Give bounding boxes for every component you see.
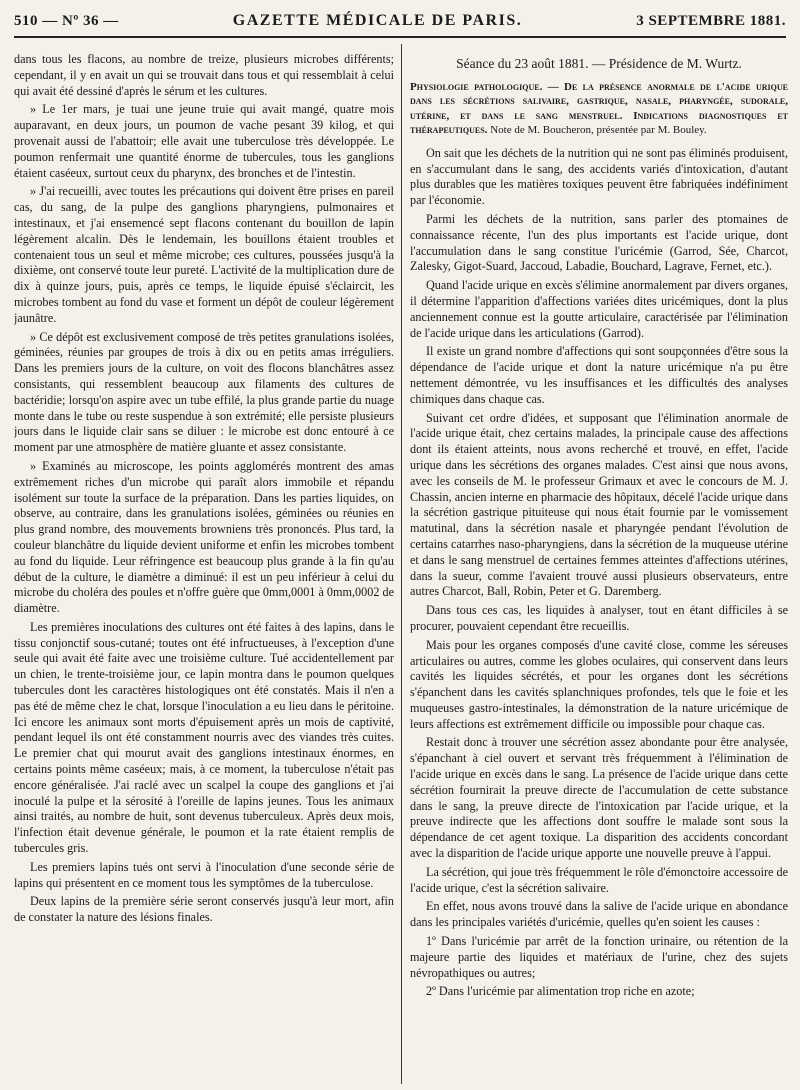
paragraph: Parmi les déchets de la nutrition, sans parler des ptomaines de connaissance récente, l'un des plus importants est l'acide urique, dont l'accumulation dans le sang constitue l'uricémie (Garrod, Sée, Charcot, Zalesky, Gigot-Suard, Jaccoud, Labadie, Bouchard, Lagrave, Fernet, etc.). bbox=[410, 211, 788, 274]
paragraph: » J'ai recueilli, avec toutes les précautions qui doivent être prises en pareil cas, du sang, de la pulpe des ganglions pharyngiens, pulmonaires et intestinaux, et j'ai ensemencé sept flacons contenant du bouillon de lapin légèrement alcalin. Dès le lendemain, les bouillons étaient troubles et contenaient tous un seul et même microbe; ces cultures, poussées jusqu'à la dixième, ont conservé toute leur pureté. L'activité de la multiplication dure de dix à quinze jours, puis, après ce temps, le liquide épuisé s'éclaircit, les microbes tombent au fond du vase et forment un dépôt de couleur légèrement jaunâtre. bbox=[14, 184, 394, 325]
article-title bbox=[410, 80, 788, 138]
paragraph: 2º Dans l'uricémie par alimentation trop riche en azote; bbox=[426, 984, 695, 999]
paragraph: En effet, nous avons trouvé dans la salive de l'acide urique en abondance dans les principales variétés d'uricémie, quelles qu'en soient les causes : bbox=[410, 899, 788, 930]
paragraph: On sait que les déchets de la nutrition qui ne sont pas éliminés produisent, en s'accumulant dans le sang, des accidents variés d'intoxication, d'autant plus durables que les matières toxiques peuvent être fabriquées indéfiniment par l'économie. bbox=[410, 145, 788, 208]
paragraph: Dans tous ces cas, les liquides à analyser, tout en étant difficiles à se procurer, pouvaient cependant être recueillis. bbox=[410, 603, 788, 633]
paragraph: Mais pour les organes composés d'une cavité close, comme les séreuses articulaires ou autres, comme les globes oculaires, qui conservent dans leurs cavités les liquides sécrétés, et pour les organes dont les sécrétions s'épanchent dans les cavités splanchniques profondes, tels que le foie et les muqueuses gastro-intestinales, la démonstration de la nature uricémique de leurs affections est extrêmement difficile ou impossible pour chaque cas. bbox=[410, 637, 788, 731]
paragraph: Quand l'acide urique en excès s'élimine anormalement par divers organes, il détermine l'apparition d'affections variées dites uricémiques, dont la plus anciennement connue est la goutte articulaire, caractérisée par l'élimination de l'acide urique dans les articulations (Garrod). bbox=[410, 278, 788, 340]
page-header bbox=[14, 6, 786, 38]
paragraph: Il existe un grand nombre d'affections qui sont soupçonnées d'être sous la dépendance de l'acide urique et dont la nature uricémique n'a pu être nettement démontrée, vu les insuffisances et les difficultés des analyses chimiques dans chaque cas. bbox=[410, 344, 788, 406]
column-divider bbox=[401, 44, 402, 1084]
right-column bbox=[410, 52, 788, 1086]
paragraph: » Le 1er mars, je tuai une jeune truie qui avait mangé, quatre mois auparavant, en deux jours, un poumon de vache pesant 39 kilog, et qui provenait aussi de l'abattoir; elle avait une tuberculose très développée. Le poumon renfermait une quantité énorme de tubercules, tous les ganglions étaient caséeux, surtout ceux du pharynx, des bronches et de l'intestin. bbox=[14, 102, 394, 180]
paragraph: Deux lapins de la première série seront conservés jusqu'à leur mort, afin de constater la nature des lésions finales. bbox=[14, 894, 394, 925]
paragraph: Les premiers lapins tués ont servi à l'inoculation d'une seconde série de lapins qui présentent en ce moment tous les symptômes de la tuberculose. bbox=[14, 859, 394, 890]
paragraph: Les premières inoculations des cultures ont été faites à des lapins, dans le tissu conjonctif sous-cutané; toutes ont été infructueuses, à l'exception d'une seule qui avait été faite avec une troisième culture. Tué accidentellement par un chien, le trente-troisième jour, ce lapin montra dans le poumon quelques tubercules dont les caractères histologiques ont été constatés. Mais il n'en a pas été de même chez le chat, lorsque l'inoculation a eu lieu dans le péritoine. Ici encore les animaux sont morts d'épuisement après un mois de captivité, pendant lequel ils ont été constamment nourris avec des viandes très cuites. Le premier chat qui mourut avait des ganglions intestinaux énormes, en certains points même caséeux; mais, à ce moment, la tuberculose n'était pas encore généralisée. J'ai raclé avec un scalpel la coupe des ganglions et j'ai inoculé la pulpe et la sérosité à l'oreille de lapins jeunes. Tous les animaux ainsi traités, au nombre de huit, sont devenus tuberculeux. Après deux mois, l'infection était devenue générale, le poumon et la rate étaient remplis de tubercules gris. bbox=[14, 619, 394, 856]
paragraph: La sécrétion, qui joue très fréquemment le rôle d'émonctoire accessoire de l'acide urique, c'est la sécrétion salivaire. bbox=[410, 864, 788, 895]
paragraph: 1º Dans l'uricémie par arrêt de la fonction urinaire, ou rétention de la majeure partie des liquides et matériaux de l'urine, chez des sujets névropathiques ou autres; bbox=[410, 934, 788, 980]
paragraph: dans tous les flacons, au nombre de treize, plusieurs microbes différents; cependant, il y en avait un qui se trouvait dans tous et qui ressemblait à celui qui avait été dessiné d'après le sérum et les cultures. bbox=[14, 52, 394, 98]
left-column bbox=[14, 52, 394, 1086]
article-author-note: Note de M. Boucheron, présentée par M. Bouley. bbox=[487, 124, 707, 137]
journal-title: GAZETTE MÉDICALE DE PARIS. bbox=[232, 12, 523, 29]
issue-date: 3 SEPTEMBRE 1881. bbox=[636, 12, 786, 29]
paragraph: Restait donc à trouver une sécrétion assez abondante pour être analysée, s'épanchant à ciel ouvert et servant très fréquemment à l'élimination de l'acide urique en excès dans le sang. La présence de l'acide urique dans cette sécrétion fournirait la preuve directe de l'accumulation de cette substance dans le sang, la preuve directe de l'intoxication par l'acide urique, et la preuve indirecte que les affections dont souffre le malade sont sous la dépendance de cet agent toxique. La disparition des accidents concordant avec la disparition de l'acide urique apporte une nouvelle preuve à l'appui. bbox=[410, 735, 788, 861]
paragraph: » Examinés au microscope, les points agglomérés montrent des amas extrêmement riches d'un microbe qui paraît alors immobile et répandu isolément sur toute la surface de la préparation. Dans les parties liquides, on observe, au contraire, dans les granulations isolées, géminées ou réunies en plus grand nombre, des mouvements browniens très prononcés. Plus tard, la couleur blanchâtre du liquide devient uniforme et enfin les microbes tombent au fond du liquide. Leur réfringence est beaucoup plus grande à la fin qu'au début de la culture, le diamètre a diminué: il est un peu inférieur à celui du microbe du choléra des poules et n'offre guère que 0mm,0001 à 0mm,0002 de diamètre. bbox=[14, 458, 394, 616]
paragraph: » Ce dépôt est exclusivement composé de très petites granulations isolées, géminées, réunies par groupes de trois à dix ou en petits amas irréguliers. Dans les premiers jours de la culture, on voit des flocons blanchâtres assez consistants, qui ressemblent beaucoup aux filaments des cultures de bactéridie; lorsqu'on aspire avec un tube effilé, la plus grande partie du nuage monte dans le tube ou reste suspendue à son extrémité; elle persiste plusieurs jours dans le liquide clair sans se diluer : le microbe est donc entouré à ce moment par une atmosphère de matière gluante et assez consistante. bbox=[14, 329, 394, 455]
article-title-caps: Physiologie pathologique. — De la présence anormale de l'acide urique dans les sécrétions salivaire, gastrique, nasale, pharyngée, sudorale, utérine, et dans le sang menstruel. Indications diagnostiques et thérapeutiques. bbox=[410, 80, 788, 137]
page-number: 510 — Nº 36 — bbox=[14, 12, 119, 29]
paragraph: Suivant cet ordre d'idées, et supposant que l'élimination anormale de l'acide urique était, chez certains malades, la principale cause des affections dont ils étaient atteints, nous avons recherché et trouvé, en effet, l'acide urique dans les sécrétions des organes malades. C'est ainsi que nous avons, avec les conseils de M. le professeur Grimaux et avec le concours de M. J. Chassin, ancien interne en pharmacie des hôpitaux, décelé l'acide urique dans la sécrétion gastrique pituiteuse qui nous était fournie par le vomissement matutinal, dans la sécrétion nasale et pharyngée pendant l'évolution de certains catarrhes naso-pharyngiens, dans la sécrétion de la muqueuse utérine et dans le sang menstruel de certaines femmes atteintes d'affections utérines, dans la sueur, comme l'avaient trouvé aussi plusieurs observateurs, entre autres Charcot, Ball, Robin, Peter et G. Daremberg. bbox=[410, 410, 788, 599]
session-heading: Séance du 23 août 1881. — Présidence de M. Wurtz. bbox=[456, 56, 742, 71]
